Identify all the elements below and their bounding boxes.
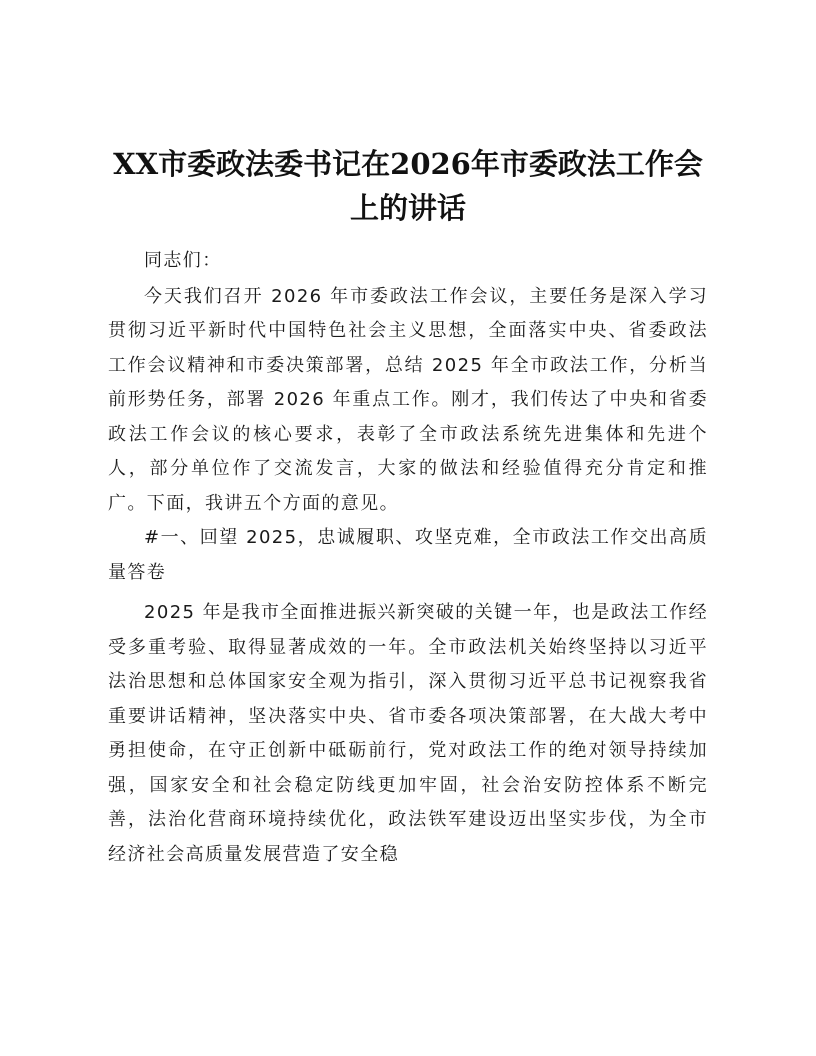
document-title: XX市委政法委书记在2026年市委政法工作会上的讲话 xyxy=(113,147,703,225)
section-1-paragraph: 2025 年是我市全面推进振兴新突破的关键一年，也是政法工作经受多重考验、取得显著成效的一年。全市政法机关始终坚持以习近平法治思想和总体国家安全观为指引，深入贯彻习近平总书记视察我省重要讲话精神，坚决落实中央、省市委各项决策部署，在大战大考中勇担使命，在守正创新中砥砺前行，党对政法工作的绝对领导持续加强，国家安全和社会稳定防线更加牢固，社会治安防控体系不断完善，法治化营商环境持续优化，政法铁军建设迈出坚实步伐，为全市经济社会高质量发展营造了安全稳 xyxy=(108,602,708,865)
greeting: 同志们： xyxy=(144,250,222,271)
document-body xyxy=(108,244,708,872)
intro-paragraph: 今天我们召开 2026 年市委政法工作会议，主要任务是深入学习贯彻习近平新时代中国特色社会主义思想，全面落实中央、省委政法工作会议精神和市委决策部署，总结 2025 年全市政法工作，分析当前形势任务，部署 2026 年重点工作。刚才，我们传达了中央和省委政法工作会议的核心要求，表彰了全市政法系统先进集体和先进个人，部分单位作了交流发言，大家的做法和经验值得充分肯定和推广。下面，我讲五个方面的意见。 xyxy=(108,285,708,514)
section-1-heading: #一、回望 2025，忠诚履职、攻坚克难，全市政法工作交出高质量答卷 xyxy=(108,527,708,583)
